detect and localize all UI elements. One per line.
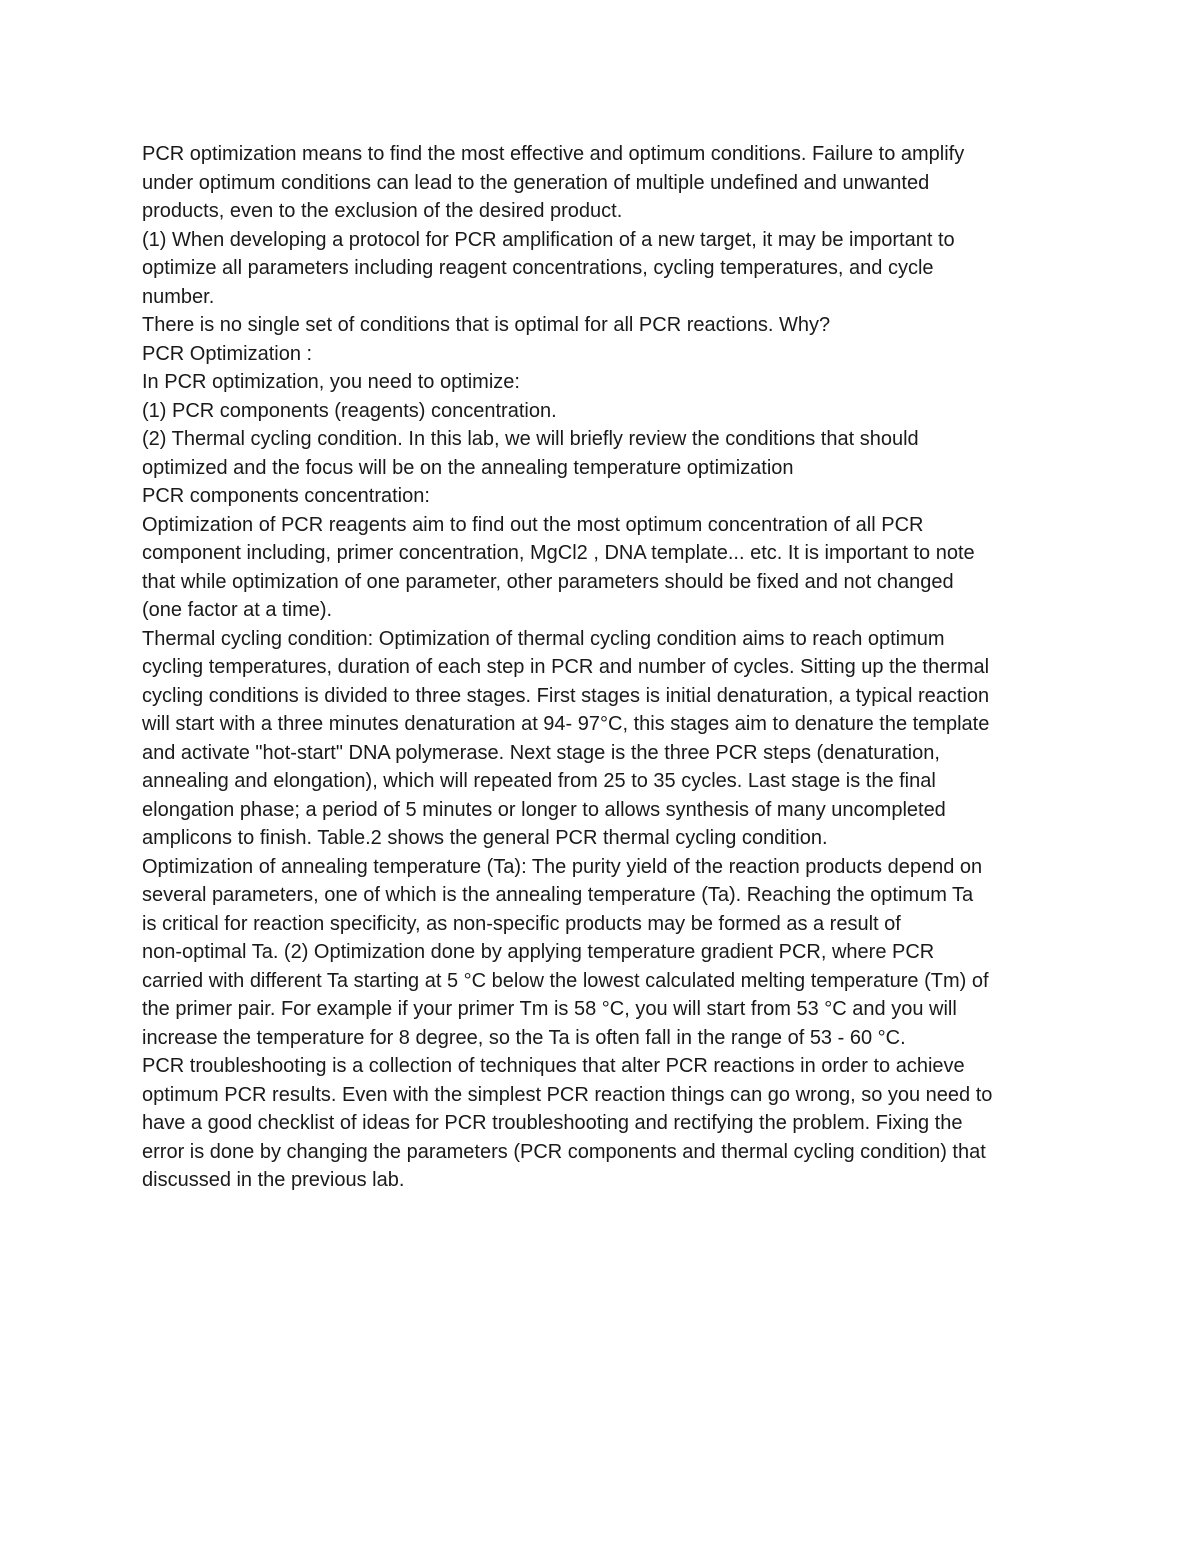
text-line: number. [142, 285, 215, 308]
text-line: several parameters, one of which is the annealing temperature (Ta). Reaching the optimum Ta [142, 884, 974, 906]
text-line: Optimization of annealing temperature (Ta): The purity yield of the reaction products depend on [142, 855, 983, 878]
text-line: Thermal cycling condition: Optimization of thermal cycling condition aims to reach optimum [142, 627, 945, 650]
text-line: PCR optimization means to find the most effective and optimum conditions. Failure to amplify [142, 143, 965, 165]
text-line: cycling temperatures, duration of each step in PCR and number of cycles. Sitting up the thermal [142, 656, 990, 678]
text-line: annealing and elongation), which will repeated from 25 to 35 cycles. Last stage is the final [142, 770, 936, 792]
text-line: elongation phase; a period of 5 minutes or longer to allows synthesis of many uncompleted [142, 798, 946, 821]
text-line: the primer pair. For example if your primer Tm is 58 °C, you will start from 53 °C and you will [142, 998, 957, 1020]
text-line: products, even to the exclusion of the desired product. [142, 200, 623, 222]
text-line: (one factor at a time). [142, 599, 333, 621]
text-line: (1) PCR components (reagents) concentration. [142, 399, 557, 422]
text-line: amplicons to finish. Table.2 shows the general PCR thermal cycling condition. [142, 827, 828, 849]
text-line: PCR Optimization : [142, 342, 313, 365]
text-line: optimize all parameters including reagent concentrations, cycling temperatures, and cycle [142, 257, 934, 279]
text-line: and activate "hot-start" DNA polymerase. Next stage is the three PCR steps (denaturation, [142, 741, 940, 764]
text-line: PCR components concentration: [142, 485, 430, 507]
text-line: There is no single set of conditions that is optimal for all PCR reactions. Why? [142, 314, 831, 336]
text-line: under optimum conditions can lead to the generation of multiple undefined and unwanted [142, 171, 930, 194]
text-line: discussed in the previous lab. [142, 1169, 405, 1191]
text-line: have a good checklist of ideas for PCR troubleshooting and rectifying the problem. Fixing the [142, 1112, 963, 1134]
text-line: component including, primer concentration, MgCl2 , DNA template... etc. It is important to note [142, 542, 975, 564]
text-line: Optimization of PCR reagents aim to find out the most optimum concentration of all PCR [142, 513, 924, 536]
text-line: optimized and the focus will be on the annealing temperature optimization [142, 456, 794, 479]
text-line: carried with different Ta starting at 5 °C below the lowest calculated melting temperature (Tm) of [142, 969, 989, 992]
text-line: that while optimization of one parameter, other parameters should be fixed and not changed [142, 570, 954, 593]
text-line: In PCR optimization, you need to optimize: [142, 371, 520, 393]
text-line: increase the temperature for 8 degree, so the Ta is often fall in the range of 53 - 60 °C. [142, 1026, 906, 1049]
text-line: cycling conditions is divided to three stages. First stages is initial denaturation, a typical reaction [142, 684, 990, 707]
text-line: non-optimal Ta. (2) Optimization done by applying temperature gradient PCR, where PCR [142, 941, 935, 963]
text-line: PCR troubleshooting is a collection of techniques that alter PCR reactions in order to achieve [142, 1055, 965, 1077]
text-line: (1) When developing a protocol for PCR amplification of a new target, it may be important to [142, 228, 955, 251]
text-line: optimum PCR results. Even with the simplest PCR reaction things can go wrong, so you need to [142, 1083, 993, 1106]
text-line: is critical for reaction specificity, as non-specific products may be formed as a result of [142, 912, 901, 935]
text-line: error is done by changing the parameters (PCR components and thermal cycling condition) that [142, 1140, 986, 1163]
text-line: will start with a three minutes denaturation at 94- 97°C, this stages aim to denature the template [142, 713, 990, 735]
document-body [142, 140, 1072, 1195]
text-line: (2) Thermal cycling condition. In this lab, we will briefly review the conditions that should [142, 428, 919, 450]
